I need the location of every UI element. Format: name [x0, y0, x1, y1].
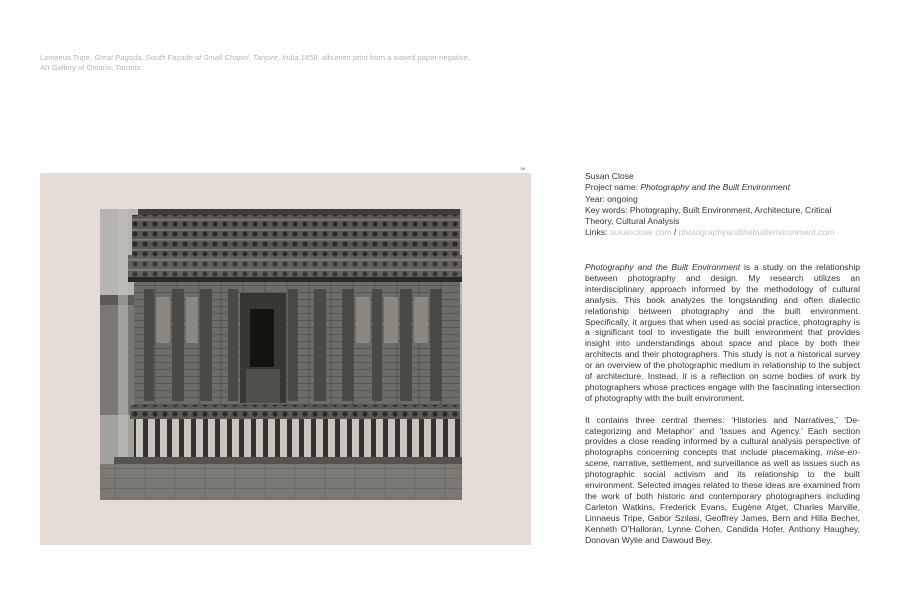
project-info: [585, 171, 860, 239]
links-label: Links:: [585, 227, 608, 238]
author-name: Susan Close: [585, 171, 634, 181]
year-row: [585, 194, 860, 205]
image-caption: [40, 53, 480, 73]
project-description: [585, 262, 860, 556]
project-name-row: [585, 182, 860, 193]
description-paragraph-2-italic: mise-en-scene,: [585, 447, 860, 469]
project-name-label: Project name:: [585, 182, 639, 193]
project-name: Photography and the Built Environment: [640, 182, 790, 193]
description-paragraph-1-text: is a study on the relationship between photography and design. My research utilizes an interdisciplinary approach informed by the methodology of cultural analysis. This book analyzes the longstanding and often dialectic relationship between photography and the built environment. Specifically, it argues that when used as social practice, photography is a significant tool to investigate the built environment that provides insight into understandings about space and place by both their architects and their photographers. This study is not a historical survey or an overview of the photographic medium in relationship to the subject of architecture. Instead, it is a reflection on some bodies of work by photographers whose practices engage with the fascinating intersection of photography with the built environment.: [585, 262, 861, 403]
keywords-row: [585, 205, 860, 228]
description-paragraph-1: [585, 262, 860, 404]
year-label: Year:: [585, 193, 605, 204]
links-row: [585, 227, 860, 238]
link-separator: /: [673, 227, 677, 238]
keywords-label: Key words:: [585, 204, 628, 215]
description-paragraph-2-part-2: narrative, settlement, and surveillance as well as issues such as photographic social activism and its relationship to the built environment. Selected images related to these ideas are examined from the work of both historic and contemporary photographers including Carleton Watkins, Frederick Evans, Eugène Atget, Charles Marville, Linnaeus Tripe, Gabor Szilasi, Geoffrey James, Bern and Hilla Becher, Kenneth O’Halloran, Lynne Cohen, Candida Hofer, Anthony Haughey, Donovan Wylie and Dawoud Bey.: [585, 458, 861, 545]
description-paragraph-2-part-1: It contains three central themes: ‘Histories and Narratives,’ ‘De-categorizing and Metaphor’ and ‘Issues and Agency.’ Each section provides a close reading informed by a cultural analysis perspective of photographs concerning concepts that include placemaking,: [585, 414, 860, 458]
link-photography-built-environment[interactable]: photographyandthebuiltenvironment.com: [678, 227, 835, 238]
year-value: ongoing: [607, 193, 638, 204]
caption-photographer: Linnaeus Tripe,: [40, 53, 92, 62]
temple-facade-image: [100, 209, 462, 500]
temple-photograph: [100, 209, 462, 500]
description-paragraph-2: [585, 415, 860, 546]
description-book-title: Photography and the Built Environment: [585, 262, 741, 272]
keywords-value: Photography, Built Environment, Architecture, Critical Theory, Cultural Analysis: [585, 204, 832, 227]
photo-plate: [40, 166, 531, 545]
link-susanclose[interactable]: susanclose.com: [609, 227, 672, 238]
plate-number: 58: [520, 166, 525, 171]
caption-title: Great Pagoda, South Façade of Small Chapel, Tanjore, India: [94, 53, 299, 62]
caption-details: 1858, albumen print from a waxed paper negative, Art Gallery of Ontario, Toronto.: [40, 53, 470, 72]
